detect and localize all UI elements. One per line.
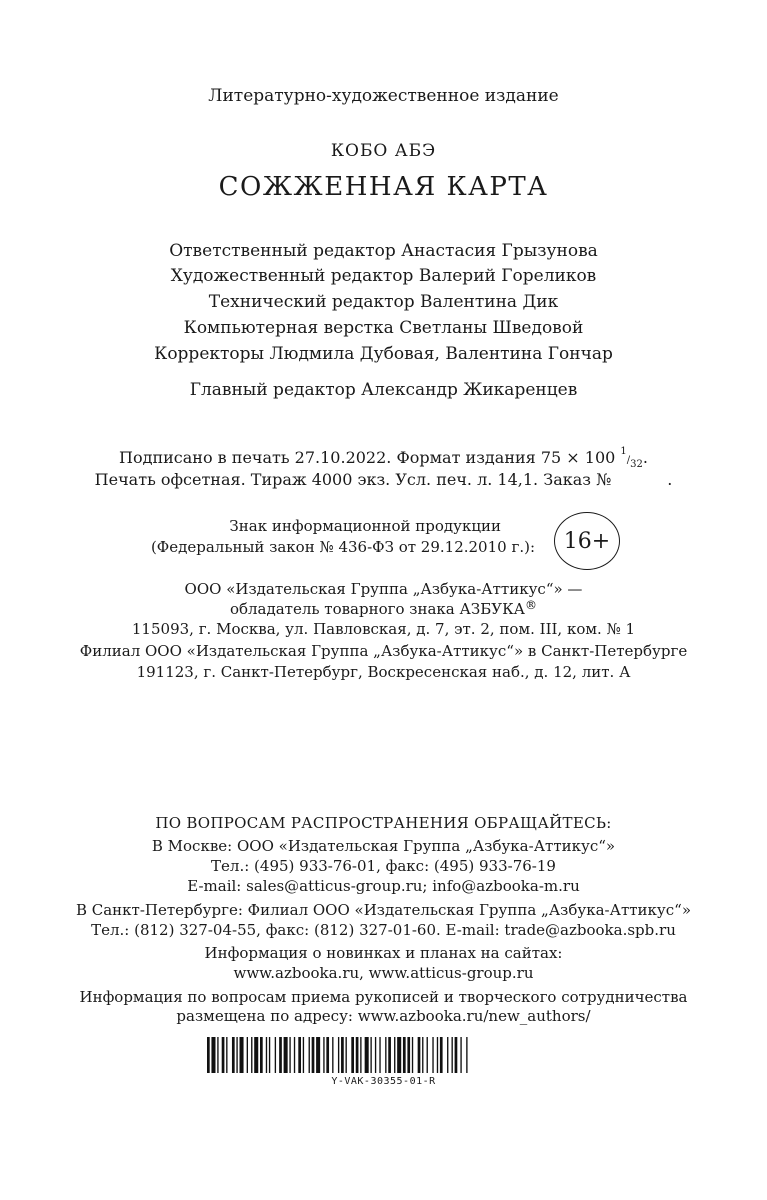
print-line2-end: . (667, 470, 673, 489)
barcode-bar (289, 1037, 290, 1073)
barcode-bar (379, 1037, 380, 1073)
barcode-bar (298, 1037, 301, 1073)
print-info-line2 (0, 470, 767, 489)
print-format: Подписано в печать 27.10.2022. Формат издания 75 × 100 (119, 448, 621, 467)
barcode-bar (365, 1037, 369, 1073)
credit-line: Корректоры Людмила Дубовая, Валентина Гончар (154, 344, 613, 364)
barcode-bar (388, 1037, 391, 1073)
barcode-bar (294, 1037, 295, 1073)
barcode-bar (346, 1037, 347, 1073)
barcode-bar (397, 1037, 401, 1073)
barcode-bar (455, 1037, 458, 1073)
barcode-bar (284, 1037, 288, 1073)
barcode-bar (316, 1037, 320, 1073)
barcode-bar (236, 1037, 237, 1073)
barcode-bar (332, 1037, 333, 1073)
barcode-bar (254, 1037, 258, 1073)
age-rating-badge: 16+ (554, 512, 620, 570)
age-label-line1: Знак информационной продукции (229, 517, 501, 535)
barcode-bar (240, 1037, 244, 1073)
fraction-denominator: 32 (630, 459, 643, 470)
publisher-line: ООО «Издательская Группа „Азбука-Аттикус“» — (184, 580, 583, 598)
barcode-bar (356, 1037, 359, 1073)
print-line1-end: . (642, 448, 648, 467)
barcode-bar (207, 1037, 210, 1073)
chief-editor: Главный редактор Александр Жикаренцев (189, 380, 578, 400)
publisher-branch-address: 191123, г. Санкт-Петербург, Воскресенская наб., д. 12, лит. А (136, 663, 631, 681)
barcode-bar (309, 1037, 310, 1073)
barcode-bar (466, 1037, 467, 1073)
barcode-bar (403, 1037, 406, 1073)
barcode-bar (312, 1037, 315, 1073)
barcode (207, 1037, 574, 1073)
barcode-bar (418, 1037, 421, 1073)
barcode-bar (266, 1037, 267, 1073)
distribution-line: www.azbooka.ru, www.atticus-group.ru (233, 964, 534, 982)
barcode-bar (303, 1037, 304, 1073)
barcode-bar (323, 1037, 324, 1073)
barcode-bar (351, 1037, 354, 1073)
distribution-line: В Санкт-Петербурге: Филиал ООО «Издательская Группа „Азбука-Аттикус“» (75, 901, 692, 919)
distribution-line: размещена по адресу: www.azbooka.ru/new_authors/ (176, 1007, 591, 1025)
fraction-numerator: 1 (620, 446, 627, 457)
print-info-line1 (0, 446, 767, 470)
age-label-line2: (Федеральный закон № 436-ФЗ от 29.12.2010 г.): (150, 538, 535, 556)
barcode-bar (370, 1037, 371, 1073)
barcode-bar (407, 1037, 410, 1073)
distribution-line: Информация по вопросам приема рукописей и творческого сотрудничества (79, 988, 688, 1006)
credit-line: Художественный редактор Валерий Гореликов (170, 266, 597, 286)
barcode-bar (360, 1037, 361, 1073)
distribution-line: E-mail: sales@atticus-group.ru; info@azbooka-m.ru (187, 877, 580, 895)
barcode-bar (211, 1037, 215, 1073)
barcode-bar (226, 1037, 227, 1073)
registered-mark: ® (525, 598, 538, 612)
barcode-bar (279, 1037, 282, 1073)
distribution-line: Тел.: (495) 933-76-01, факс: (495) 933-76-19 (211, 857, 556, 875)
barcode-bar (385, 1037, 386, 1073)
barcode-bar (326, 1037, 329, 1073)
barcode-bar (217, 1037, 218, 1073)
edition-type: Литературно-художественное издание (208, 86, 559, 106)
book-title: СОЖЖЕННАЯ КАРТА (218, 172, 549, 202)
barcode-bar (427, 1037, 428, 1073)
barcode-bar (440, 1037, 443, 1073)
publisher-address: 115093, г. Москва, ул. Павловская, д. 7, эт. 2, пом. III, ком. № 1 (131, 620, 636, 638)
distribution-line: Тел.: (812) 327-04-55, факс: (812) 327-01-60. E-mail: trade@azbooka.spb.ru (91, 921, 676, 939)
barcode-bar (260, 1037, 263, 1073)
barcode-bar (247, 1037, 248, 1073)
barcode-bar (460, 1037, 461, 1073)
publisher-line: обладатель товарного знака АЗБУКА (229, 600, 526, 618)
barcode-bar (447, 1037, 448, 1073)
credit-line: Ответственный редактор Анастасия Грызунова (169, 241, 598, 261)
barcode-bar (394, 1037, 395, 1073)
barcode-bar (338, 1037, 339, 1073)
fraction-separator: / (626, 455, 631, 466)
barcode-bar (222, 1037, 225, 1073)
credit-line: Компьютерная верстка Светланы Шведовой (183, 318, 584, 338)
publisher-branch: Филиал ООО «Издательская Группа „Азбука-Аттикус“» в Санкт-Петербурге (79, 642, 688, 660)
distribution-line: Информация о новинках и планах на сайтах: (204, 944, 563, 962)
barcode-bar (269, 1037, 270, 1073)
author-name: КОБО АБЭ (330, 141, 437, 161)
barcode-bar (452, 1037, 453, 1073)
barcode-bar (341, 1037, 344, 1073)
barcode-bar (422, 1037, 423, 1073)
barcode-bar (437, 1037, 438, 1073)
barcode-bar (432, 1037, 433, 1073)
barcode-bar (412, 1037, 413, 1073)
barcode-bar (251, 1037, 252, 1073)
distribution-heading: ПО ВОПРОСАМ РАСПРОСТРАНЕНИЯ ОБРАЩАЙТЕСЬ: (155, 814, 612, 832)
barcode-bar (232, 1037, 235, 1073)
print-order: Печать офсетная. Тираж 4000 экз. Усл. печ. л. 14,1. Заказ № (94, 470, 612, 489)
distribution-line: В Москве: ООО «Издательская Группа „Азбука-Аттикус“» (151, 837, 616, 855)
age-rating-label (151, 516, 535, 558)
age-rating-block (0, 512, 767, 572)
publisher-trademark-line (0, 600, 767, 618)
barcode-bar (375, 1037, 376, 1073)
barcode-bar (275, 1037, 276, 1073)
barcode-number: Y-VAK-30355-01-R (331, 1076, 436, 1087)
credit-line: Технический редактор Валентина Дик (208, 292, 559, 312)
